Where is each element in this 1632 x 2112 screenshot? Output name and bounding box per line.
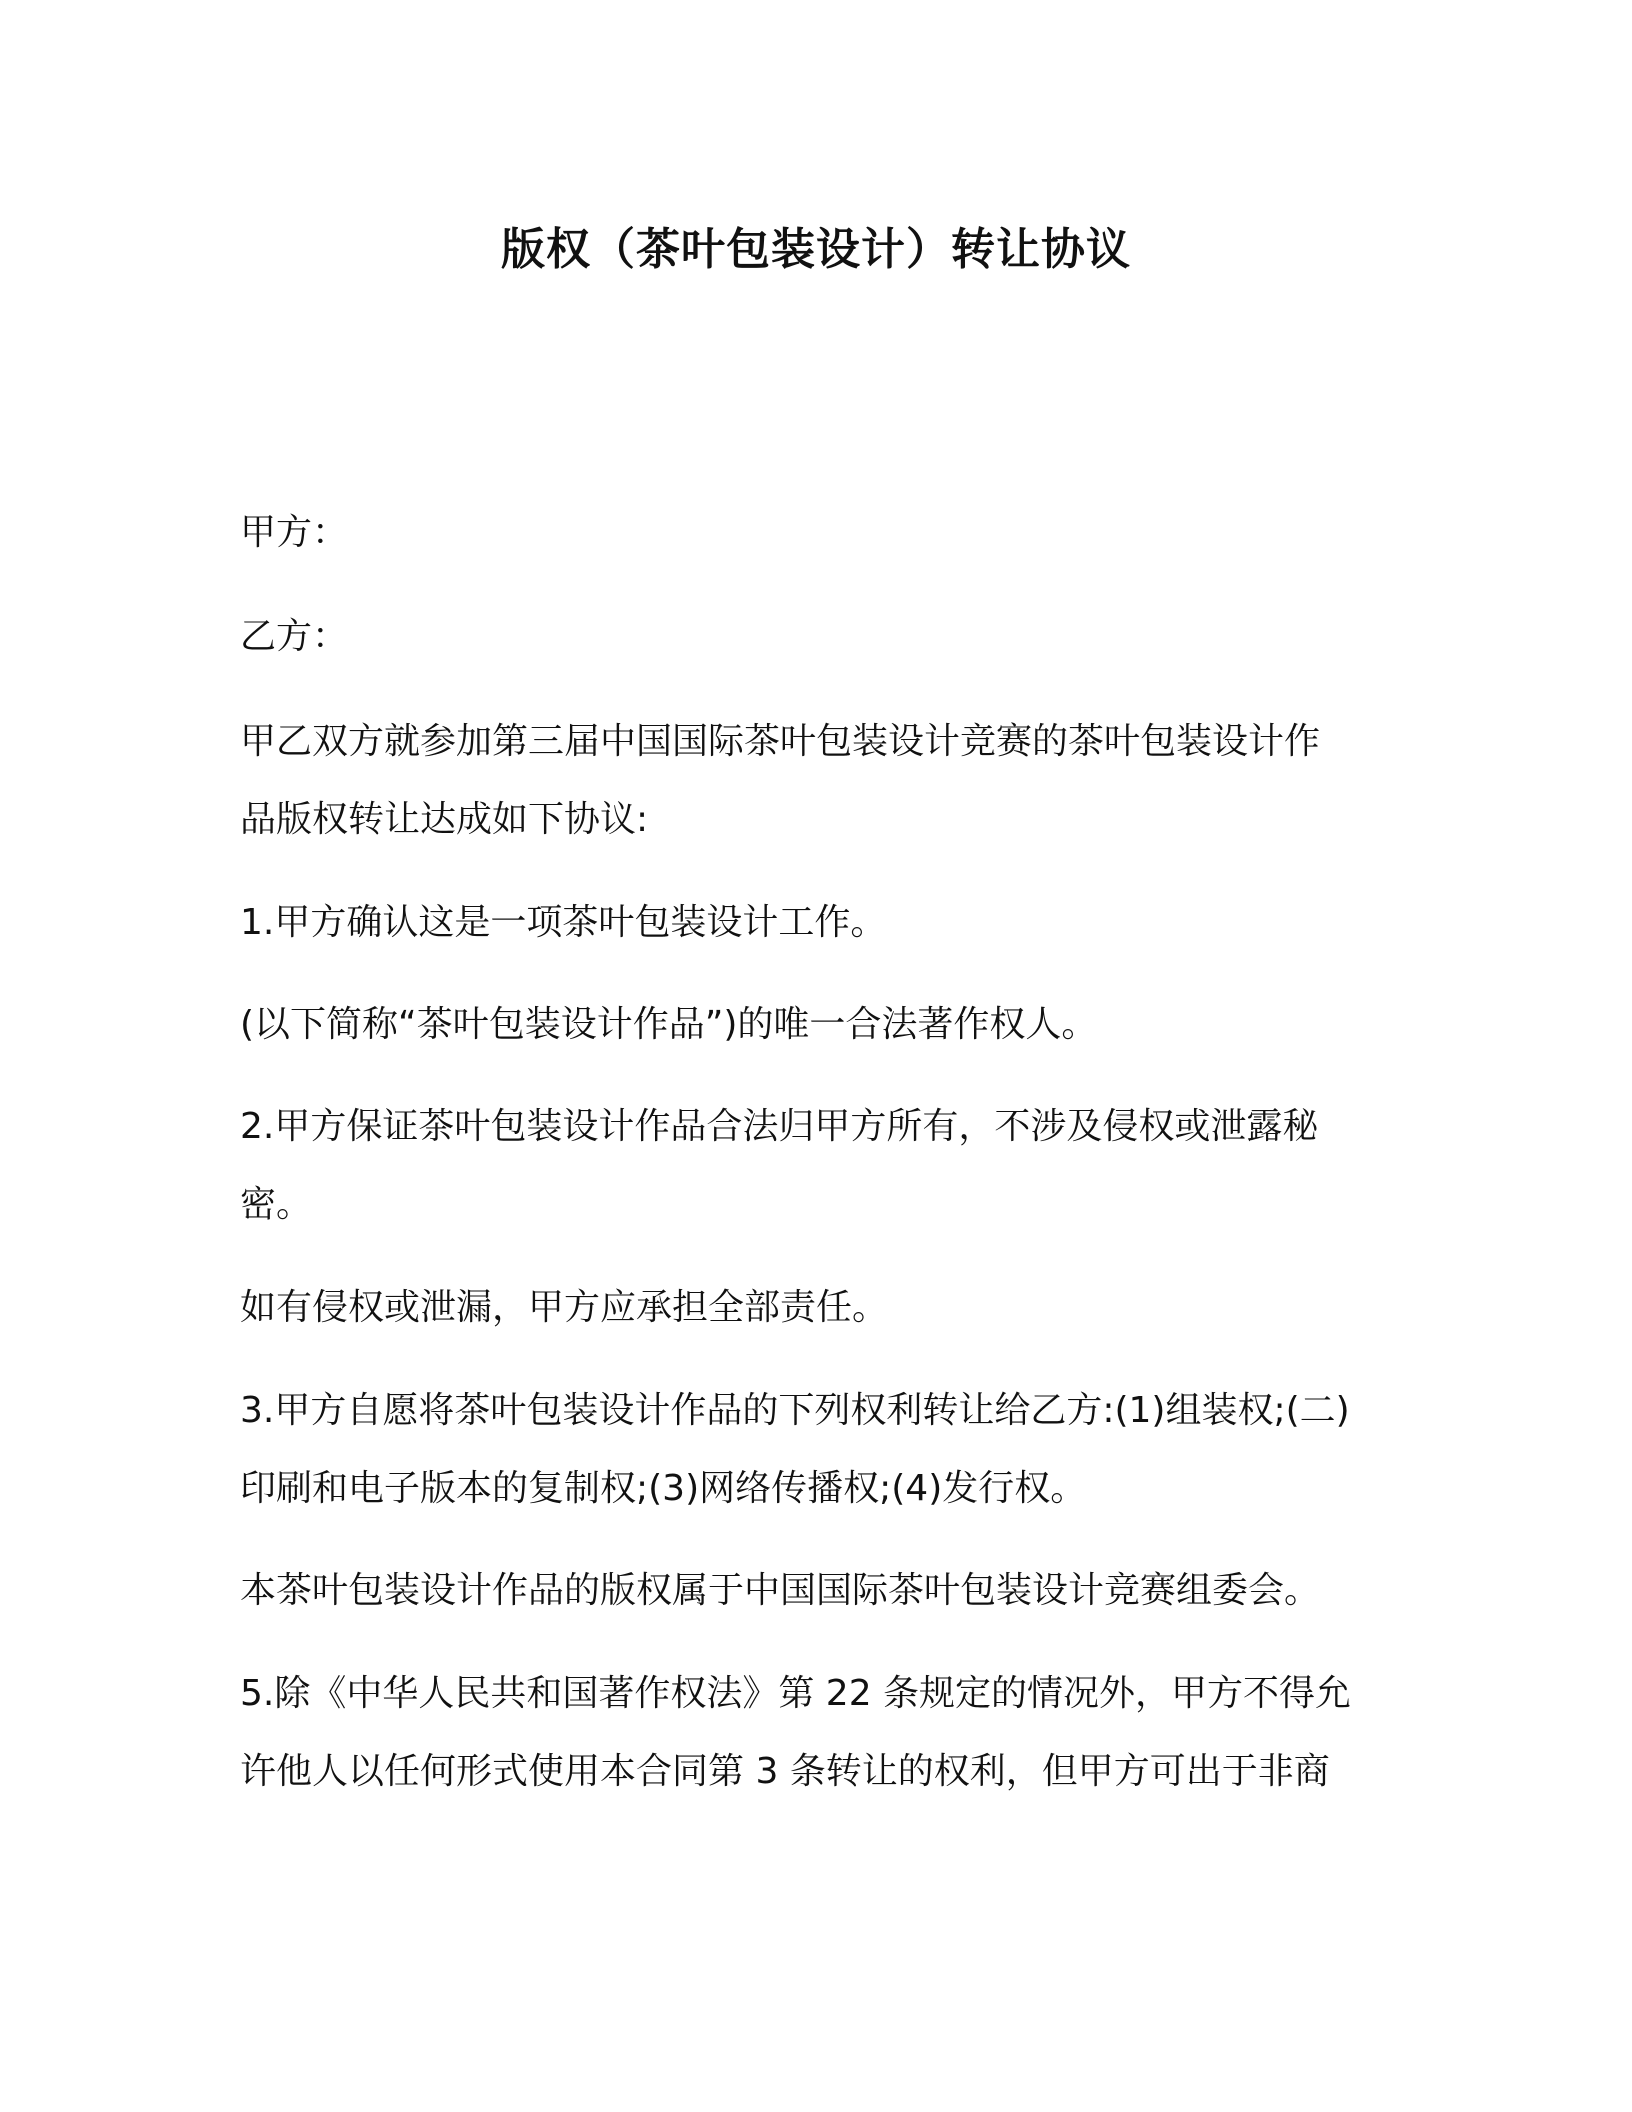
intro-paragraph: [240, 703, 1400, 859]
clause-5-paragraph: [240, 1655, 1400, 1811]
clause-5-line-1: 5.除《中华人民共和国著作权法》第 22 条规定的情况外，甲方不得允: [240, 1673, 1352, 1714]
clause-3-line-2: 印刷和电子版本的复制权;(3)网络传播权;(4)发行权。: [240, 1468, 1087, 1509]
clause-1-line-2: (以下简称“茶叶包装设计作品”)的唯一合法著作权人。: [240, 1004, 1098, 1045]
document-title: 版权（茶叶包装设计）转让协议: [501, 224, 1131, 275]
clause-2-line-3: 如有侵权或泄漏，甲方应承担全部责任。: [240, 1287, 889, 1328]
intro-line-1: 甲乙双方就参加第三届中国国际茶叶包装设计竞赛的茶叶包装设计作: [240, 721, 1321, 762]
clause-1-line-1: 1.甲方确认这是一项茶叶包装设计工作。: [240, 902, 887, 943]
clause-2-line-2: 密。: [240, 1184, 313, 1225]
clause-4-line-1: 本茶叶包装设计作品的版权属于中国国际茶叶包装设计竞赛组委会。: [240, 1570, 1321, 1611]
clause-3-paragraph: [240, 1372, 1400, 1528]
clause-5-line-2: 许他人以任何形式使用本合同第 3 条转让的权利，但甲方可出于非商: [240, 1751, 1330, 1792]
party-b-label: 乙方：: [240, 616, 349, 657]
clause-2-paragraph: [240, 1088, 1400, 1244]
clause-2-line-1: 2.甲方保证茶叶包装设计作品合法归甲方所有，不涉及侵权或泄露秘: [240, 1106, 1319, 1147]
intro-line-2: 品版权转让达成如下协议:: [240, 799, 649, 840]
clause-3-line-1: 3.甲方自愿将茶叶包装设计作品的下列权利转让给乙方:(1)组装权;(二): [240, 1390, 1350, 1431]
party-a-label: 甲方：: [240, 512, 349, 553]
